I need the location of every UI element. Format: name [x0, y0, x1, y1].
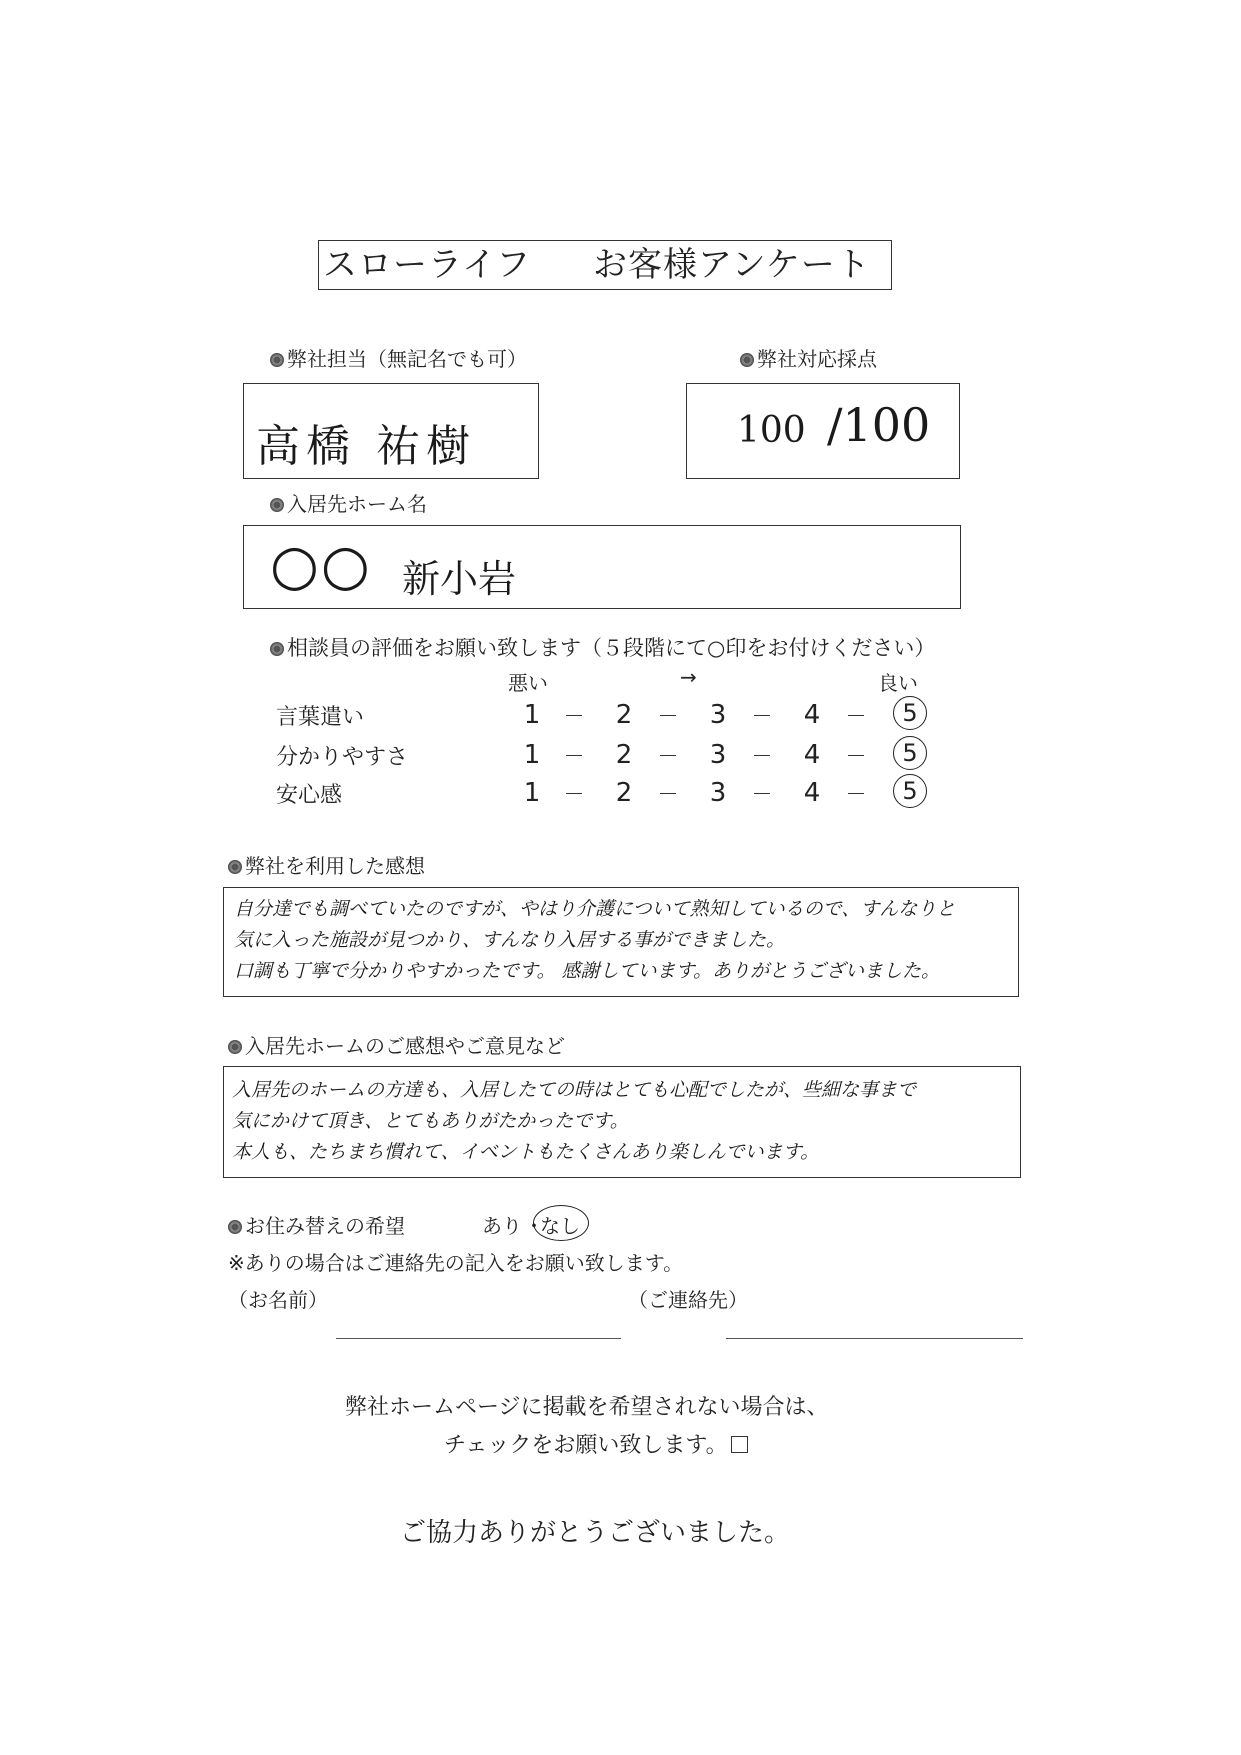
rating-score[interactable]: 4 [803, 778, 821, 808]
bullet-icon [270, 642, 284, 656]
title-survey: お客様アンケート [592, 245, 871, 285]
rating-dash [660, 755, 676, 756]
rating-instruction: 相談員の評価をお願い致します（５段階にて○印をお付けください） [270, 632, 935, 662]
score-field[interactable] [686, 383, 960, 479]
relocation-label: お住み替えの希望 [228, 1210, 405, 1239]
impression-text: 自分達でも調べていたのですが、やはり介護について熟知しているので、すんなりと 気に入った施設が見つかり、すんなり入居する事ができました。 口調も丁寧で分かりやすかったです。 感謝しています。ありがとうございました。 [234, 898, 956, 982]
thanks-text: ご協力ありがとうございました。 [400, 1518, 791, 1548]
bullet-icon [228, 860, 242, 874]
rating-score[interactable]: 4 [803, 740, 821, 770]
rating-dash [754, 793, 770, 794]
rating-score-selected[interactable]: 5 [893, 774, 927, 808]
contact-label: （ご連絡先） [628, 1288, 748, 1312]
rating-row [0, 740, 1241, 776]
scale-arrow: → [680, 665, 697, 689]
rating-score-selected[interactable]: 5 [893, 696, 927, 730]
relocation-no[interactable]: なし [540, 1214, 580, 1238]
home-marks: ○○ [270, 533, 372, 598]
rating-score[interactable]: 3 [709, 778, 727, 808]
home-name-field[interactable] [243, 525, 961, 609]
rating-dash [566, 715, 582, 716]
rating-dash [566, 755, 582, 756]
score-max: /100 [827, 398, 931, 452]
rating-score[interactable]: 2 [615, 700, 633, 730]
score-label: 弊社対応採点 [740, 343, 877, 372]
impression-label: 弊社を利用した感想 [228, 850, 425, 879]
publish-line-2: チェックをお願い致します。 [444, 1428, 748, 1459]
rating-score[interactable]: 1 [523, 740, 541, 770]
rating-dash [660, 715, 676, 716]
staff-name: 高橋 祐樹 [256, 421, 476, 472]
rating-dash [754, 755, 770, 756]
rating-score[interactable]: 3 [709, 740, 727, 770]
bullet-icon [228, 1220, 242, 1234]
rating-score[interactable]: 1 [523, 700, 541, 730]
home-name: 新小岩 [402, 557, 517, 601]
score-value: 100 [737, 410, 806, 451]
rating-dash [754, 715, 770, 716]
impression-field[interactable] [223, 887, 1019, 997]
home-opinion-text: 入居先のホームの方達も、入居したての時はとても心配でしたが、些細な事まで 気にかけて頂き、とてもありがたかったです。 本人も、たちまち慣れて、イベントもたくさんあり楽しんでいます。 [232, 1079, 917, 1163]
scale-bad: 悪い [508, 671, 548, 695]
bullet-icon [228, 1040, 242, 1054]
home-opinion-label: 入居先ホームのご感想やご意見など [228, 1030, 565, 1059]
rating-score[interactable]: 3 [709, 700, 727, 730]
rating-score[interactable]: 2 [615, 740, 633, 770]
home-opinion-field[interactable] [223, 1066, 1021, 1178]
rating-score[interactable]: 4 [803, 700, 821, 730]
home-label: 入居先ホーム名 [270, 488, 427, 517]
name-input-line[interactable] [336, 1338, 621, 1339]
name-label: （お名前） [228, 1288, 328, 1312]
staff-field[interactable] [243, 383, 539, 479]
rating-row-label: 安心感 [276, 783, 343, 808]
contact-input-line[interactable] [726, 1338, 1023, 1339]
rating-row-label: 分かりやすさ [276, 745, 409, 770]
form-title [318, 240, 892, 290]
staff-label: 弊社担当（無記名でも可） [270, 343, 527, 372]
rating-row [0, 700, 1241, 736]
bullet-icon [270, 353, 284, 367]
rating-dash [848, 793, 864, 794]
publish-line-1: 弊社ホームページに掲載を希望されない場合は、 [345, 1395, 829, 1420]
scale-good: 良い [878, 671, 918, 695]
relocation-note: ※ありの場合はご連絡先の記入をお願い致します。 [228, 1251, 684, 1275]
rating-score[interactable]: 1 [523, 778, 541, 808]
rating-score-selected[interactable]: 5 [893, 736, 927, 770]
rating-dash [566, 793, 582, 794]
rating-score[interactable]: 2 [615, 778, 633, 808]
rating-row [0, 778, 1241, 814]
rating-dash [660, 793, 676, 794]
relocation-yes[interactable]: あり [482, 1214, 522, 1238]
bullet-icon [740, 353, 754, 367]
rating-row-label: 言葉遣い [276, 705, 365, 730]
rating-dash [848, 715, 864, 716]
rating-dash [848, 755, 864, 756]
relocation-selected-circle [533, 1205, 589, 1241]
relocation-separator: ・ [524, 1214, 544, 1238]
no-publish-checkbox[interactable] [731, 1436, 748, 1453]
bullet-icon [270, 498, 284, 512]
title-company: スローライフ [323, 245, 531, 285]
